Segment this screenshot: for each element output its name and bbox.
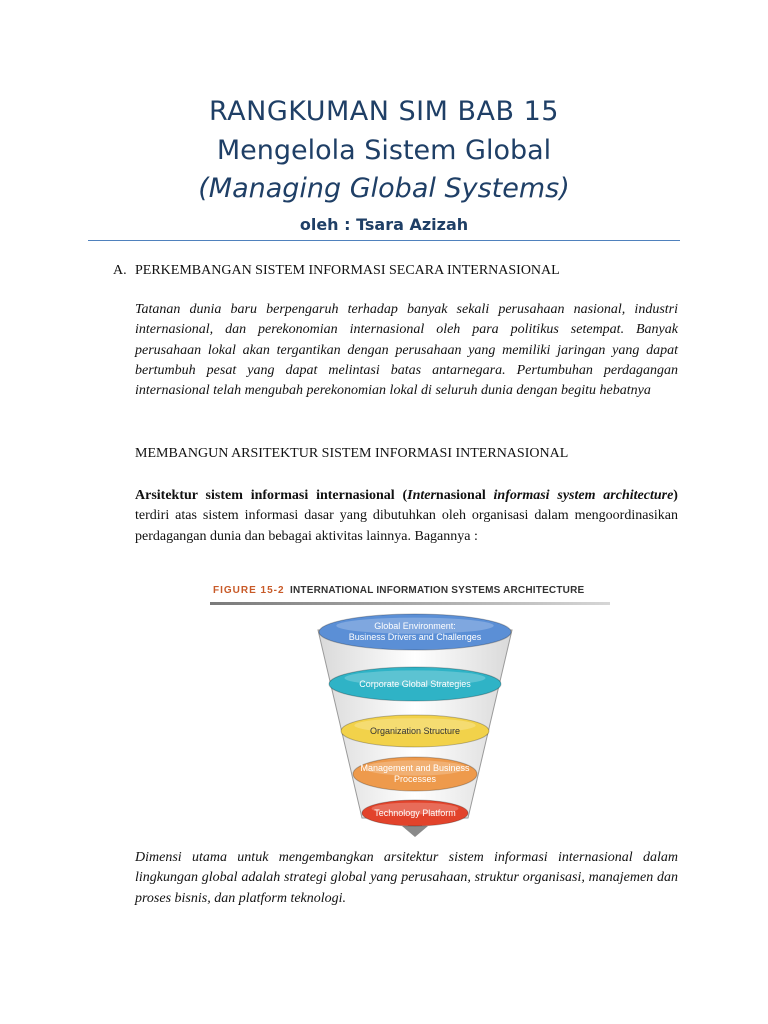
document-subtitle-english: (Managing Global Systems) [198,173,570,204]
architecture-body: terdiri atas sistem informasi dasar yang dibutuhkan oleh organisasi dalam mengoordinasikan perdagangan dunia dan bebagai aktivitas lainnya. Bagannya : [135,508,678,544]
figure-header [210,578,610,604]
section-letter: A. [113,263,127,278]
term-inter: Inter [407,488,436,503]
funnel-layer-label-line: Management and Business [360,763,470,773]
funnel-layer-label [362,808,468,819]
figure-number: FIGURE 15-2 [213,585,285,596]
architecture-term: Arsitektur sistem informasi internasional [135,488,395,503]
document-subtitle: Mengelola Sistem Global [216,135,552,166]
funnel-layer-label [341,726,489,737]
funnel-layer-label [319,621,511,643]
funnel-layer-label-line: Global Environment: [374,621,456,631]
funnel-layer-label-line: Processes [393,774,437,784]
title-block [88,92,680,240]
funnel-layer-label-line: Technology Platform [374,807,456,818]
term-english: informasi system architecture [493,488,674,503]
architecture-figure [210,578,610,840]
document-title: RANGKUMAN SIM BAB 15 [209,96,559,127]
architecture-heading: MEMBANGUN ARSITEKTUR SISTEM INFORMASI INTERNASIONAL [135,446,569,461]
section-a-heading-text: PERKEMBANGAN SISTEM INFORMASI SECARA INTERNASIONAL [135,263,560,278]
paren-open: ( [394,488,408,503]
funnel-layer-label-line: Organization Structure [369,725,461,736]
figure-rule [210,602,610,605]
funnel-layer-label [353,763,477,785]
section-a-heading [113,262,560,280]
funnel-layer-label [329,679,501,690]
author-line: oleh : Tsara Azizah [299,215,469,234]
intro-paragraph: Tatanan dunia baru berpengaruh terhadap banyak sekali perusahaan nasional, industri internasional, dan perekonomian internasional oleh para politikus setempat. Banyak perusahaan lokal akan tergantikan dengan perusahaan yang memiliki jaringan yang dapat bertumbuh pesat yang dapat melintasi batas antarnegara. Pertumbuhan perdagangan internasional telah mengubah perekonomian lokal di seluruh dunia dengan begitu hebatnya [135,302,678,399]
funnel-arrow [402,826,428,837]
funnel-layer-label-line: Business Drivers and Challenges [348,632,482,642]
closing-paragraph: Dimensi utama untuk mengembangkan arsitektur sistem informasi internasional dalam lingkungan global adalah strategi global yang perusahaan, struktur organisasi, manajemen dan proses bisnis, dan platform teknologi. [135,850,678,906]
term-nasional: nasional [435,488,494,503]
paren-close: ) [673,488,678,503]
figure-title: INTERNATIONAL INFORMATION SYSTEMS ARCHITECTURE [290,585,585,596]
architecture-paragraph [135,486,678,547]
title-divider [88,240,680,241]
funnel-layer-label-line: Corporate Global Strategies [359,678,471,689]
